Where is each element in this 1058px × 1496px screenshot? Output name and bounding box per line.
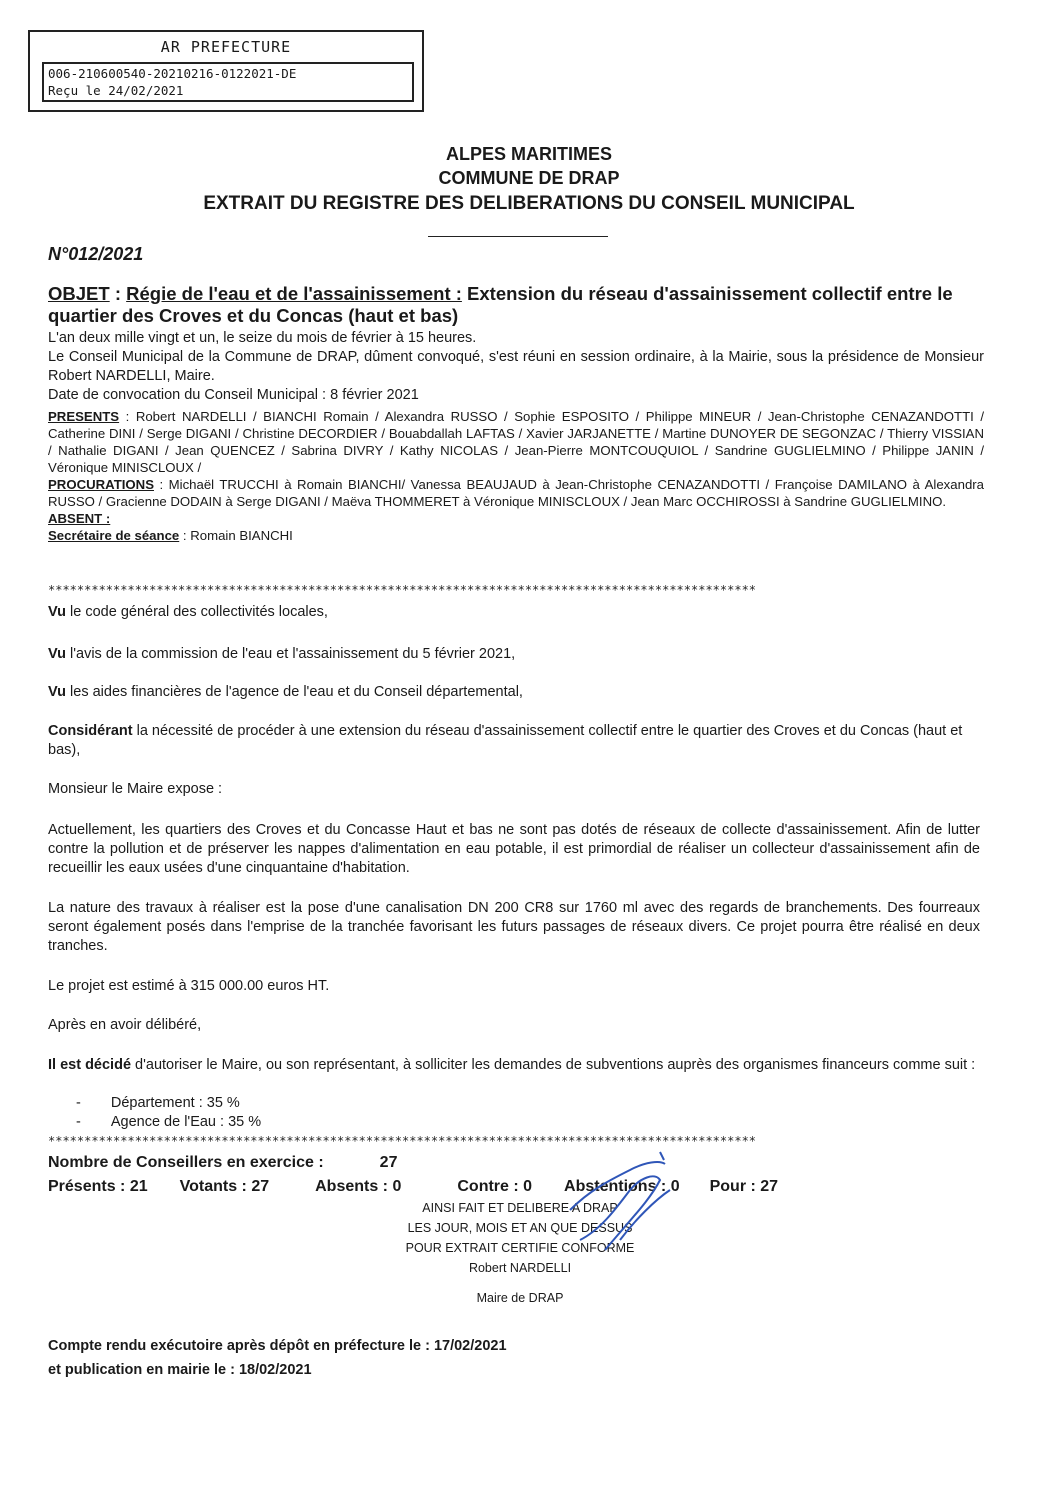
footer-block [48, 1334, 507, 1382]
vu-code-text: le code général des collectivités locales, [66, 604, 328, 620]
decision-text: d'autoriser le Maire, ou son représentant, à solliciter les demandes de subventions auprès des organismes financeurs comme suit : [131, 1057, 976, 1073]
paragraph-context: Actuellement, les quartiers des Croves et du Concasse Haut et bas ne sont pas dotés de réseaux de collecte d'assainissement. Afin de lutter contre la pollution et de préserver les nappes d'alimentation en eau potable, il est primordial de réaliser un collecteur d'assainissement afin de recueillir les eaux usées d'une cinquantaine d'habitation. [48, 822, 980, 876]
attendance-block [48, 408, 984, 544]
contre-count: Contre : 0 [457, 1178, 533, 1195]
signature-line-1: AINSI FAIT ET DELIBERE A DRAP [422, 1201, 618, 1215]
commune-heading: COMMUNE DE DRAP [438, 168, 620, 188]
footer-executoire: Compte rendu exécutoire après dépôt en préfecture le : 17/02/2021 [48, 1338, 507, 1354]
intro-block [48, 329, 984, 405]
vu-commission [48, 645, 980, 664]
conseillers-count: 27 [379, 1154, 398, 1171]
list-item-departement: - Département : 35 % [76, 1095, 240, 1111]
deliberation-number: N°012/2021 [48, 244, 144, 264]
signature-line-3: POUR EXTRAIT CERTIFIE CONFORME [405, 1241, 635, 1255]
paragraph-decision [48, 1056, 980, 1075]
intro-date: L'an deux mille vingt et un, le seize du mois de février à 15 heures. [48, 330, 477, 346]
vu-code [48, 603, 980, 622]
separator-stars-top: ************************************************************************************************** [48, 583, 757, 597]
vu-code-bold: Vu [48, 604, 66, 620]
vu-commission-bold: Vu [48, 646, 66, 662]
prefecture-stamp [28, 30, 424, 112]
agence-rate: Agence de l'Eau : 35 % [110, 1114, 262, 1130]
intro-session: Le Conseil Municipal de la Commune de DRAP, dûment convoqué, s'est réuni en session ordinaire, à la Mairie, sous la présidence de Monsieur Robert NARDELLI, Maire. [48, 349, 984, 384]
signatory-name: Robert NARDELLI [468, 1261, 572, 1275]
procurations-label: PROCURATIONS [48, 477, 154, 492]
intro-convocation: Date de convocation du Conseil Municipal : 8 février 2021 [48, 387, 419, 403]
footer-publication: et publication en mairie le : 18/02/2021 [48, 1362, 312, 1378]
considerant [48, 722, 980, 760]
presents-count: Présents : 21 [48, 1178, 148, 1195]
presents-list: : Robert NARDELLI / BIANCHI Romain / Alexandra RUSSO / Sophie ESPOSITO / Philippe MINEUR / Jean-Christophe CENAZANDOTTI / Catherine DINI / Serge DIGANI / Christine DECORDIER / Bouabdallah LAFTAS / Xavier JARJANETTE / Martine DUNOYER DE SEGONZAC / Thierry VISSIAN / Nathalie DIGANI / Jean QUENCEZ / Sabrina DIVRY / Kathy NICOLAS / Jean-Pierre MONTCOUQUIOL / Sandrine GUGLIELMINO / Philippe JANIN / Véronique MINISCLOUX / [48, 409, 984, 475]
signatory-title: Maire de DRAP [476, 1291, 564, 1305]
secretaire-label: Secrétaire de séance [48, 528, 180, 543]
paragraph-delibere: Après en avoir délibéré, [48, 1017, 202, 1033]
vu-aides-text: les aides financières de l'agence de l'eau et du Conseil départemental, [66, 684, 523, 700]
list-item-agence: - Agence de l'Eau : 35 % [76, 1114, 262, 1130]
departement-rate: Département : 35 % [110, 1095, 240, 1111]
votants-count: Votants : 27 [179, 1178, 270, 1195]
paragraph-travaux: La nature des travaux à réaliser est la pose d'une canalisation DN 200 CR8 sur 1760 ml avec des regards de branchements. Des fourreaux seront également posés dans l'emprise de la tranchée favorisant les futurs passages de réseaux divers. Ce projet pourra être réalisé en deux tranches. [48, 900, 980, 954]
objet-label: OBJET [48, 283, 110, 304]
objet-text: Extension du réseau d'assainissement collectif entre le quartier des Croves et du Concas (haut et bas) [48, 283, 953, 326]
procurations-paragraph [48, 476, 984, 510]
secretaire-name: : Romain BIANCHI [179, 528, 293, 543]
objet-line [48, 283, 978, 327]
presents-paragraph [48, 408, 984, 476]
signature-line-2: LES JOUR, MOIS ET AN QUE DESSUS [407, 1221, 633, 1235]
handwritten-signature [560, 1150, 690, 1270]
decision-bold: Il est décidé [48, 1057, 132, 1073]
considerant-text: la nécessité de procéder à une extension du réseau d'assainissement collectif entre le quartier des Croves et du Concas (haut et bas), [48, 723, 963, 758]
stamp-received-date: Reçu le 24/02/2021 [48, 83, 184, 98]
register-heading: EXTRAIT DU REGISTRE DES DELIBERATIONS DU CONSEIL MUNICIPAL [203, 193, 855, 214]
pour-count: Pour : 27 [709, 1178, 779, 1195]
vu-aides-bold: Vu [48, 684, 66, 700]
heading-divider [428, 236, 608, 237]
stamp-reference: 006-210600540-20210216-0122021-DE [48, 66, 297, 81]
maire-expose: Monsieur le Maire expose : [48, 781, 223, 797]
stamp-reference-box [42, 62, 414, 102]
conseillers-label: Nombre de Conseillers en exercice : [48, 1154, 324, 1171]
vu-commission-text: l'avis de la commission de l'eau et l'assainissement du 5 février 2021, [66, 646, 516, 662]
procurations-list: : Michaël TRUCCHI à Romain BIANCHI/ Vanessa BEAUJAUD à Jean-Christophe CENAZANDOTTI / Françoise DAMILANO à Alexandra RUSSO / Gracienne DODAIN à Serge DIGANI / Maëva THOMMERET à Véronique MINISCLOUX / Jean Marc OCCHIROSSI à Sandrine GUGLIELMINO. [48, 477, 984, 509]
secretaire-line [48, 527, 984, 544]
absent-label: ABSENT : [48, 511, 111, 526]
absents-count: Absents : 0 [315, 1178, 402, 1195]
objet-subject: Régie de l'eau et de l'assainissement : [126, 283, 462, 304]
stamp-title: AR PREFECTURE [160, 38, 292, 56]
department-heading: ALPES MARITIMES [445, 144, 612, 164]
separator-stars-bottom: ************************************************************************************************** [48, 1134, 757, 1148]
considerant-bold: Considérant [48, 723, 133, 739]
abstentions-count: Abstentions : 0 [564, 1178, 680, 1195]
conseillers-line [48, 1154, 397, 1172]
objet-separator: : [109, 283, 127, 304]
paragraph-estimation: Le projet est estimé à 315 000.00 euros HT. [48, 978, 330, 994]
presents-label: PRESENTS [48, 409, 120, 424]
vu-aides [48, 683, 980, 702]
